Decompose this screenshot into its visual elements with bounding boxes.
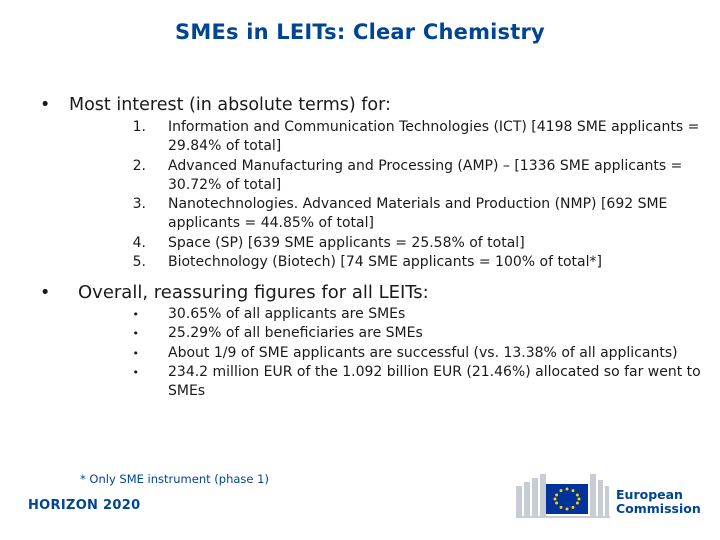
ec-line2: Commission (616, 501, 701, 516)
list-item-text: Biotechnology (Biotech) [74 SME applicants = 100% of total*] (168, 254, 602, 271)
list-item (132, 344, 708, 363)
list-item-bullet: • (132, 308, 139, 321)
section1-heading-row (40, 95, 50, 115)
section2-list (132, 305, 708, 401)
list-item (132, 253, 708, 272)
list-item-text: About 1/9 of SME applicants are successful (vs. 13.38% of all applicants) (168, 344, 678, 361)
section1-list (132, 118, 708, 272)
list-item-number: 3. (132, 196, 146, 213)
horizon-2020-logo: HORIZON 2020 (28, 498, 141, 513)
footnote: * Only SME instrument (phase 1) (80, 472, 269, 486)
list-item (132, 234, 708, 253)
list-item-bullet: • (132, 327, 139, 341)
section2-heading-row (40, 283, 50, 303)
slide-title: SMEs in LEITs: Clear Chemistry (175, 20, 545, 44)
list-item (132, 305, 708, 324)
list-item-text: 25.29% of all beneficiaries are SMEs (168, 325, 423, 342)
section1-bullet: • (40, 95, 51, 115)
list-item-number: 2. (132, 157, 146, 174)
list-item-text: Information and Communication Technologies (ICT) [4198 SME applicants = 29.84% of total] (168, 119, 700, 155)
list-item-text: Space (SP) [639 SME applicants = 25.58% of total] (168, 234, 525, 251)
section1-heading: Most interest (in absolute terms) for: (69, 95, 391, 115)
ec-line1: European (616, 487, 683, 502)
list-item-text: Nanotechnologies. Advanced Materials and Production (NMP) [692 SME applicants = 44.85% of total] (168, 196, 668, 232)
list-item-text: 234.2 million EUR of the 1.092 billion EUR (21.46%) allocated so far went to SMEs (168, 363, 701, 400)
list-item-text: Advanced Manufacturing and Processing (AMP) – [1336 SME applicants = 30.72% of total] (168, 157, 683, 193)
list-item-number: 5. (132, 254, 146, 271)
list-item-text: 30.65% of all applicants are SMEs (168, 306, 406, 322)
list-item-number: 1. (132, 119, 146, 135)
european-commission-logo-text (616, 488, 716, 516)
list-item (132, 195, 708, 234)
list-item (132, 118, 708, 157)
list-item-number: 4. (132, 234, 146, 251)
section2-bullet: • (40, 283, 51, 303)
list-item (132, 363, 708, 402)
list-item (132, 157, 708, 196)
list-item-bullet: • (132, 346, 139, 360)
list-item-bullet: • (132, 365, 139, 379)
section2-heading: Overall, reassuring figures for all LEITs: (78, 282, 429, 303)
list-item (132, 324, 708, 343)
